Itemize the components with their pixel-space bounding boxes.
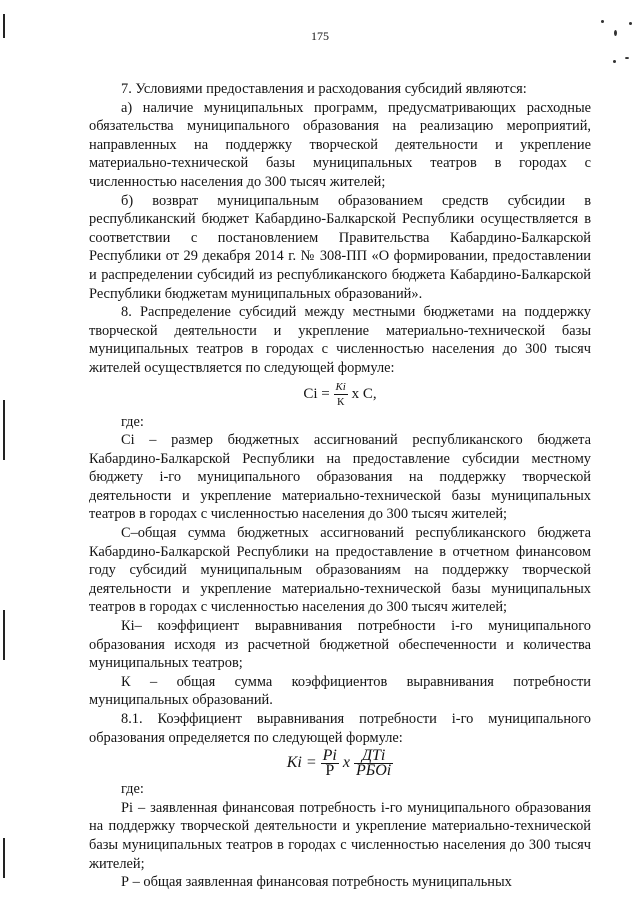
formula-ki-numerator-2: ДТi — [361, 747, 386, 765]
scan-speck — [629, 22, 632, 25]
scan-speck — [614, 30, 617, 36]
definition-p: Р – общая заявленная финансовая потребность муниципальных — [121, 874, 512, 891]
formula-ki-fraction-1 — [321, 749, 339, 778]
left-margin-mark — [3, 610, 5, 660]
definition-ci: Ci – размер бюджетных ассигнований республиканского бюджета Кабардино-Балкарской Республики на предоставление субсидии местному бюджету i-го муниципального образования на поддержку творческой деятельности и укрепление материально-технической базы муниципальных театров в городах с численностью населения до 300 тысяч жителей; — [89, 432, 591, 523]
where-label-2: где: — [121, 781, 144, 798]
paragraph-8-1: 8.1. Коэффициент выравнивания потребности i-го муниципального образования определяется по следующей формуле: — [89, 711, 591, 746]
formula-ci-rhs: x С, — [351, 385, 377, 402]
formula-ci-fraction — [334, 380, 348, 409]
definition-c: С–общая сумма бюджетных ассигнований республиканского бюджета Кабардино-Балкарской Республики на предоставление в отчетном финансовом году субсидий муниципальным образованиям на поддержку творческой деятельности и укрепление материально-технической базы муниципальных театров в городах с численностью населения до 300 тысяч жителей; — [89, 525, 591, 616]
page-number: 175 — [311, 29, 329, 43]
formula-ki-denominator-1: Р — [321, 763, 339, 778]
paragraph-b: б) возврат муниципальным образованием средств субсидии в республиканский бюджет Кабардино-Балкарской Республики осуществляется в соответствии с постановлением Правительства Кабардино-Балкарской Республики от 29 декабря 2014 г. № 308-ПП «О формировании, предоставлении и распределении субсидий из республиканского бюджета Кабардино-Балкарской Республики бюджетам муниципальных образований». — [89, 192, 591, 302]
formula-ci-lhs: Ci = — [303, 385, 330, 402]
scan-speck — [601, 20, 604, 23]
definition-ki: Кi– коэффициент выравнивания потребности i-го муниципального образования исходя из расчетной бюджетной обеспеченности и количества муниципальных театров; — [89, 618, 591, 672]
definition-pi: Pi – заявленная финансовая потребность i-го муниципального образования на поддержку творческой деятельности и укрепление материально-технической базы муниципальных театров в городах с численностью населения до 300 тысяч жителей; — [89, 799, 591, 872]
left-margin-mark — [3, 14, 5, 38]
definition-k: К – общая сумма коэффициентов выравнивания потребности муниципальных образований. — [89, 673, 591, 709]
formula-ci-denominator: К — [334, 394, 348, 409]
formula-ci — [89, 380, 591, 409]
formula-ki-denominator-2: РБОi — [355, 762, 392, 780]
paragraph-a: а) наличие муниципальных программ, предусматривающих расходные обязательства муниципального образования на реализацию мероприятий, направленных на поддержку творческой деятельности и укрепление материально-технической базы муниципальных театров в городах с численностью населения до 300 тысяч жителей; — [89, 99, 591, 190]
document-body — [89, 80, 591, 892]
formula-ki — [89, 749, 591, 778]
formula-ki-fraction-2 — [354, 749, 393, 778]
scan-speck — [613, 60, 616, 63]
formula-ki-lhs: Кi = — [286, 754, 317, 772]
paragraph-8: 8. Распределение субсидий между местными бюджетами на поддержку творческой деятельности и укрепление материально-технической базы муниципальных театров в городах с численностью населения до 300 тысяч жителей осуществляется по следующей формуле: — [89, 304, 591, 376]
scan-speck — [625, 57, 629, 59]
left-margin-mark — [3, 838, 5, 878]
formula-ci-numerator: Кi — [335, 380, 346, 393]
left-margin-mark — [3, 400, 5, 460]
formula-ki-numerator-1: Pi — [322, 747, 337, 765]
formula-ki-multiply: x — [342, 754, 350, 772]
where-label-1: где: — [121, 413, 144, 430]
paragraph-7: 7. Условиями предоставления и расходования субсидий являются: — [121, 81, 527, 97]
